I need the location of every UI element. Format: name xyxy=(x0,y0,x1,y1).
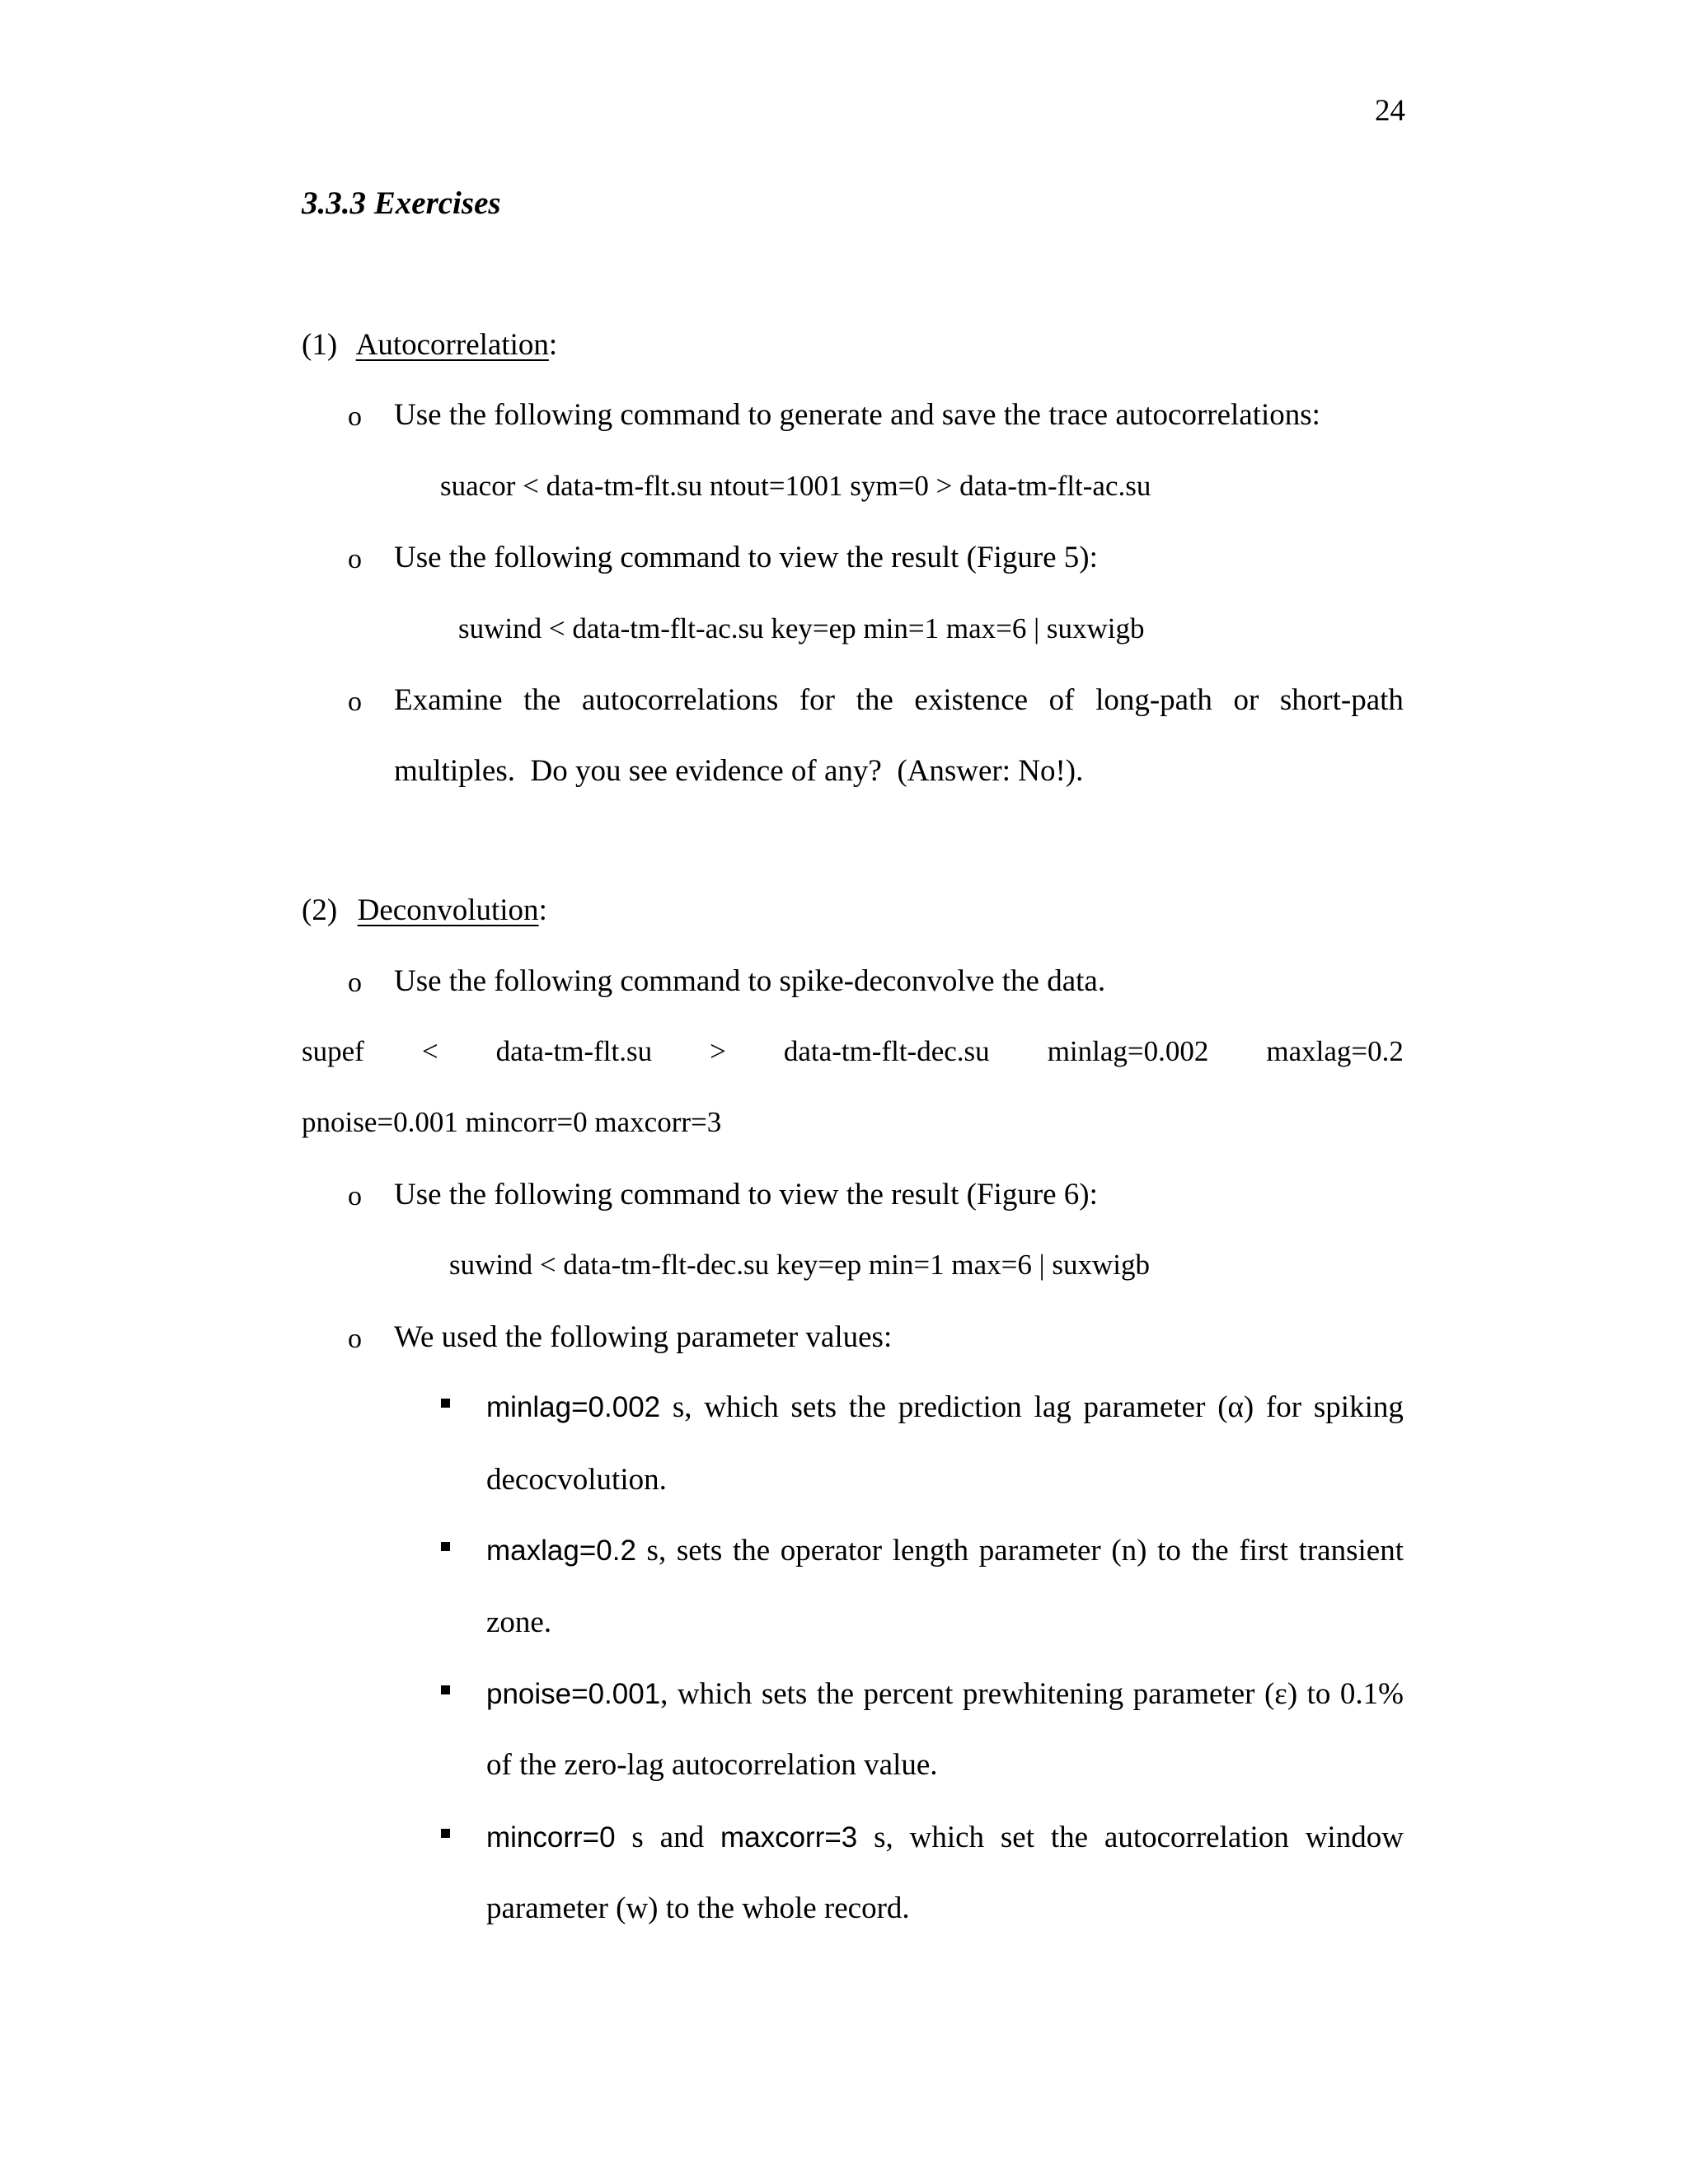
bullet-text: We used the following parameter values: xyxy=(394,1320,893,1354)
section-heading: 3.3.3 Exercises xyxy=(302,185,501,221)
bullet-marker: o xyxy=(348,968,362,998)
section-title-text: Deconvolution xyxy=(357,893,539,927)
section-deconvolution-title: (2) Deconvolution: xyxy=(302,893,547,927)
bullet-marker: o xyxy=(348,687,362,717)
command-supef-line2: pnoise=0.001 mincorr=0 maxcorr=3 xyxy=(302,1106,722,1138)
bullet-text: Use the following command to view the result (Figure 5): xyxy=(394,541,1098,574)
command-suacor: suacor < data-tm-flt.su ntout=1001 sym=0 > data-tm-flt-ac.su xyxy=(440,470,1151,502)
section-number: (2) xyxy=(302,893,338,927)
bullet-text: Use the following command to generate and save the trace autocorrelations: xyxy=(394,398,1320,432)
bullet-marker: o xyxy=(348,401,362,432)
bullet-marker: o xyxy=(348,544,362,574)
bullet-marker: o xyxy=(348,1324,362,1354)
param-corr-line1: mincorr=0 s and maxcorr=3 s, which set the autocorrelation window xyxy=(486,1817,1404,1858)
param-code: maxlag=0.2 xyxy=(486,1535,636,1567)
param-code: minlag=0.002 xyxy=(486,1391,661,1423)
param-maxlag-line1: maxlag=0.2 s, sets the operator length parameter (n) to the first transient xyxy=(486,1530,1404,1572)
section-autocorrelation-title: (1) Autocorrelation: xyxy=(302,328,558,362)
section-title-text: Autocorrelation xyxy=(355,328,549,362)
bullet-text-continuation: multiples. Do you see evidence of any? (Answer: No!). xyxy=(394,754,1084,788)
param-code: pnoise=0.001 xyxy=(486,1678,661,1710)
square-bullet-icon xyxy=(441,1399,450,1408)
square-bullet-icon xyxy=(441,1685,450,1694)
command-suwind-ac: suwind < data-tm-flt-ac.su key=ep min=1 max=6 | suxwigb xyxy=(458,612,1145,644)
param-minlag-line2: decocvolution. xyxy=(486,1463,667,1497)
param-pnoise-line1: pnoise=0.001, which sets the percent prewhitening parameter (ε) to 0.1% xyxy=(486,1677,1404,1711)
bullet-text: Use the following command to spike-deconvolve the data. xyxy=(394,964,1106,998)
square-bullet-icon xyxy=(441,1542,450,1551)
param-code: mincorr=0 xyxy=(486,1821,616,1854)
param-pnoise-line2: of the zero-lag autocorrelation value. xyxy=(486,1748,938,1782)
param-corr-line2: parameter (w) to the whole record. xyxy=(486,1891,910,1925)
param-code: maxcorr=3 xyxy=(720,1821,858,1854)
page-number: 24 xyxy=(1375,94,1405,128)
param-maxlag-line2: zone. xyxy=(486,1605,552,1639)
bullet-marker: o xyxy=(348,1181,362,1212)
param-minlag-line1: minlag=0.002 s, which sets the prediction lag parameter (α) for spiking xyxy=(486,1387,1404,1428)
command-supef-line1: supef < data-tm-flt.su > data-tm-flt-dec.su minlag=0.002 maxlag=0.2 xyxy=(302,1035,1404,1067)
section-number: (1) xyxy=(302,328,338,362)
command-suwind-dec: suwind < data-tm-flt-dec.su key=ep min=1 max=6 | suxwigb xyxy=(449,1249,1150,1281)
bullet-text: Use the following command to view the result (Figure 6): xyxy=(394,1178,1098,1212)
square-bullet-icon xyxy=(441,1829,450,1838)
bullet-text-justified: Examine the autocorrelations for the existence of long-path or short-path xyxy=(394,683,1404,717)
